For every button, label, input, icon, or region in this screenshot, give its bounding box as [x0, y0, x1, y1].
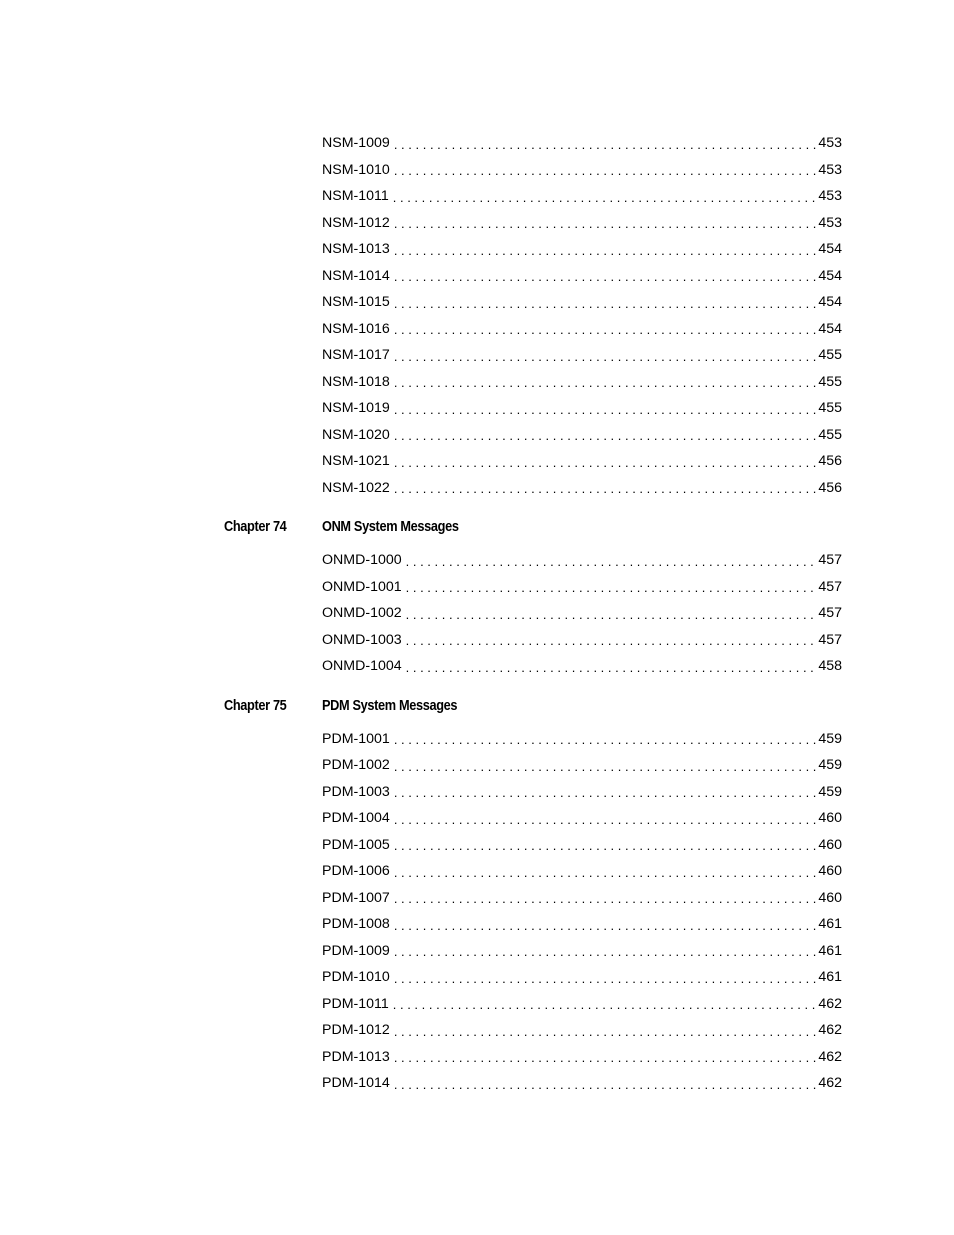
toc-entry-label: PDM-1001	[322, 731, 394, 747]
dot-leader	[394, 891, 818, 906]
toc-entry[interactable]	[322, 263, 842, 290]
dot-leader	[394, 785, 818, 800]
toc-entry-label: PDM-1011	[322, 996, 393, 1012]
chapter-heading	[0, 696, 954, 726]
toc-entry-page-number: 454	[818, 267, 842, 284]
toc-entry-page-number: 461	[818, 942, 842, 959]
toc-entry-page-number: 462	[818, 1048, 842, 1065]
toc-entry-label: NSM-1013	[322, 241, 394, 257]
toc-entry[interactable]	[322, 289, 842, 316]
dot-leader	[394, 428, 818, 443]
dot-leader	[394, 269, 818, 284]
toc-entry-label: PDM-1014	[322, 1075, 394, 1091]
toc-entry[interactable]	[322, 574, 842, 601]
toc-entry-page-number: 456	[818, 479, 842, 496]
toc-section	[0, 130, 954, 501]
toc-entry[interactable]	[322, 395, 842, 422]
toc-entry-list	[0, 130, 954, 501]
dot-leader	[406, 660, 818, 675]
toc-entry[interactable]	[322, 938, 842, 965]
toc-entry[interactable]	[322, 964, 842, 991]
dot-leader	[394, 349, 818, 364]
dot-leader	[406, 580, 818, 595]
toc-entry-label: PDM-1006	[322, 863, 394, 879]
chapter-title: PDM System Messages	[322, 697, 458, 714]
chapter-heading	[0, 517, 954, 547]
toc-entry[interactable]	[322, 236, 842, 263]
dot-leader	[406, 633, 818, 648]
toc-entry[interactable]	[322, 991, 842, 1018]
dot-leader	[394, 971, 818, 986]
dot-leader	[394, 812, 818, 827]
toc-entry[interactable]	[322, 316, 842, 343]
dot-leader	[393, 190, 818, 205]
toc-entry[interactable]	[322, 653, 842, 680]
toc-entry-page-number: 459	[818, 783, 842, 800]
toc-entry-page-number: 453	[818, 188, 842, 205]
toc-entry-label: NSM-1010	[322, 162, 394, 178]
toc-entry-page-number: 453	[818, 135, 842, 152]
dot-leader	[394, 838, 818, 853]
dot-leader	[394, 375, 818, 390]
toc-entry[interactable]	[322, 752, 842, 779]
toc-entry[interactable]	[322, 805, 842, 832]
chapter-number: Chapter 75	[224, 697, 287, 714]
toc-entry-page-number: 457	[818, 552, 842, 569]
dot-leader	[394, 216, 818, 231]
toc-entry-page-number: 460	[818, 889, 842, 906]
dot-leader	[394, 481, 818, 496]
chapter-title: ONM System Messages	[322, 519, 459, 535]
toc-entry[interactable]	[322, 210, 842, 237]
dot-leader	[394, 918, 818, 933]
toc-entry-list	[0, 726, 954, 1097]
dot-leader	[394, 759, 818, 774]
dot-leader	[394, 1077, 818, 1092]
toc-entry-page-number: 459	[818, 757, 842, 774]
dot-leader	[394, 455, 818, 470]
toc-entry[interactable]	[322, 183, 842, 210]
dot-leader	[394, 1050, 818, 1065]
toc-entry-label: PDM-1012	[322, 1022, 394, 1038]
toc-entry-label: PDM-1005	[322, 837, 394, 853]
toc-entry-label: PDM-1003	[322, 784, 394, 800]
toc-entry[interactable]	[322, 1044, 842, 1071]
toc-entry-page-number: 454	[818, 241, 842, 258]
toc-entry-page-number: 460	[818, 836, 842, 853]
dot-leader	[393, 997, 818, 1012]
toc-entry-page-number: 458	[818, 658, 842, 675]
toc-entry-label: NSM-1015	[322, 294, 394, 310]
toc-entry[interactable]	[322, 130, 842, 157]
toc-entry[interactable]	[322, 885, 842, 912]
toc-entry-label: NSM-1020	[322, 427, 394, 443]
toc-entry-label: NSM-1019	[322, 400, 394, 416]
toc-entry-label: NSM-1017	[322, 347, 394, 363]
dot-leader	[394, 944, 818, 959]
toc-entry-label: PDM-1007	[322, 890, 394, 906]
toc-entry[interactable]	[322, 342, 842, 369]
toc-entry-label: ONMD-1002	[322, 605, 406, 621]
toc-entry[interactable]	[322, 157, 842, 184]
toc-entry[interactable]	[322, 779, 842, 806]
toc-entry-label: PDM-1002	[322, 757, 394, 773]
dot-leader	[394, 163, 818, 178]
toc-entry-page-number: 460	[818, 810, 842, 827]
toc-entry-page-number: 457	[818, 578, 842, 595]
toc-entry-page-number: 462	[818, 1022, 842, 1039]
toc-entry[interactable]	[322, 448, 842, 475]
dot-leader	[394, 402, 818, 417]
toc-entry[interactable]	[322, 422, 842, 449]
dot-leader	[394, 732, 818, 747]
toc-entry[interactable]	[322, 475, 842, 502]
chapter-number: Chapter 74	[224, 519, 287, 535]
toc-entry-page-number: 457	[818, 631, 842, 648]
toc-entry[interactable]	[322, 1017, 842, 1044]
toc-entry-list	[0, 547, 954, 680]
toc-entry-label: NSM-1014	[322, 268, 394, 284]
toc-entry-page-number: 461	[818, 969, 842, 986]
toc-entry-label: PDM-1008	[322, 916, 394, 932]
toc-entry-label: NSM-1012	[322, 215, 394, 231]
toc-entry-page-number: 455	[818, 373, 842, 390]
toc-entry-page-number: 454	[818, 294, 842, 311]
toc-entry-page-number: 455	[818, 400, 842, 417]
toc-entry-page-number: 462	[818, 1075, 842, 1092]
dot-leader	[394, 137, 818, 152]
toc-entry-label: ONMD-1000	[322, 552, 406, 568]
dot-leader	[394, 1024, 818, 1039]
dot-leader	[406, 607, 818, 622]
toc-entry-page-number: 456	[818, 453, 842, 470]
toc-entry[interactable]	[322, 726, 842, 753]
dot-leader	[394, 296, 818, 311]
toc-entry-label: PDM-1010	[322, 969, 394, 985]
toc-entry[interactable]	[322, 858, 842, 885]
toc-entry-page-number: 461	[818, 916, 842, 933]
dot-leader	[394, 243, 818, 258]
toc-entry-label: ONMD-1004	[322, 658, 406, 674]
toc-entry-label: NSM-1018	[322, 374, 394, 390]
toc-entry-label: ONMD-1001	[322, 579, 406, 595]
toc-entry-label: NSM-1021	[322, 453, 394, 469]
toc-entry-label: NSM-1022	[322, 480, 394, 496]
toc-entry-label: NSM-1011	[322, 188, 393, 204]
toc-entry-label: NSM-1016	[322, 321, 394, 337]
toc-entry-page-number: 457	[818, 605, 842, 622]
toc-entry-label: ONMD-1003	[322, 632, 406, 648]
table-of-contents	[0, 130, 954, 1097]
toc-entry[interactable]	[322, 1070, 842, 1097]
toc-entry-page-number: 453	[818, 214, 842, 231]
toc-entry-label: PDM-1013	[322, 1049, 394, 1065]
toc-entry-page-number: 455	[818, 347, 842, 364]
dot-leader	[406, 554, 818, 569]
toc-entry-page-number: 462	[818, 995, 842, 1012]
toc-entry[interactable]	[322, 832, 842, 859]
toc-entry[interactable]	[322, 369, 842, 396]
dot-leader	[394, 865, 818, 880]
toc-entry[interactable]	[322, 911, 842, 938]
toc-entry-label: NSM-1009	[322, 135, 394, 151]
toc-entry-page-number: 460	[818, 863, 842, 880]
dot-leader	[394, 322, 818, 337]
toc-entry-page-number: 454	[818, 320, 842, 337]
toc-entry-label: PDM-1004	[322, 810, 394, 826]
toc-entry-page-number: 459	[818, 730, 842, 747]
toc-section	[0, 517, 954, 680]
toc-section	[0, 696, 954, 1097]
toc-entry[interactable]	[322, 547, 842, 574]
toc-entry-page-number: 453	[818, 161, 842, 178]
toc-entry[interactable]	[322, 600, 842, 627]
toc-entry-page-number: 455	[818, 426, 842, 443]
toc-entry[interactable]	[322, 627, 842, 654]
toc-entry-label: PDM-1009	[322, 943, 394, 959]
